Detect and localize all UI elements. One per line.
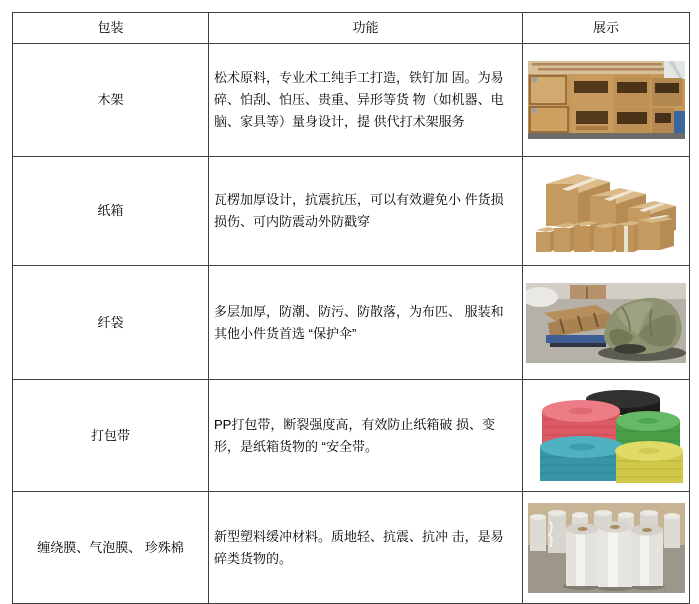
function-text: 松术原料，专业术工纯手工打造，铁钉加 固。为易碎、怕刮、怕压、贵重、异形等货 物（如机器、电脑、家具等）量身设计，提 供代打术架服务 — [209, 44, 523, 157]
table-row-wooden-frame — [13, 44, 690, 157]
package-name: 打包带 — [13, 380, 209, 492]
function-text: 多层加厚，防潮、防污、防散落，为布匹、 服装和其他小件货首选 “保护伞” — [209, 266, 523, 380]
packing-info-document — [12, 12, 690, 604]
package-name: 缠绕膜、气泡膜、 珍殊棉 — [13, 492, 209, 604]
table-row-wrap-film — [13, 492, 690, 604]
table-header-row — [13, 13, 690, 44]
function-text: PP打包带，断裂强度高，有效防止纸箱破 损、变形，是纸箱货物的 “安全带。 — [209, 380, 523, 492]
function-text: 新型塑料缓冲材料。质地轻、抗震、抗冲 击，是易碎类货物的。 — [209, 492, 523, 604]
table-row-carton — [13, 157, 690, 266]
header-display: 展示 — [523, 13, 690, 44]
display-cell — [523, 380, 690, 492]
display-cell — [523, 492, 690, 604]
cartons-photo — [528, 166, 685, 256]
table-row-fiber-bag — [13, 266, 690, 380]
header-package: 包装 — [13, 13, 209, 44]
display-cell — [523, 157, 690, 266]
wooden-crates-photo — [528, 61, 685, 139]
header-function: 功能 — [209, 13, 523, 44]
fiber-bags-photo — [526, 283, 686, 363]
display-cell — [523, 44, 690, 157]
package-name: 纸箱 — [13, 157, 209, 266]
display-cell — [523, 266, 690, 380]
packing-table — [12, 12, 690, 604]
strap-rolls-photo — [528, 389, 685, 483]
film-rolls-photo — [528, 503, 685, 593]
package-name: 纤袋 — [13, 266, 209, 380]
function-text: 瓦楞加厚设计，抗震抗压，可以有效避免小 件货损损伤、可内防震动外防戳穿 — [209, 157, 523, 266]
table-row-packing-strap — [13, 380, 690, 492]
package-name: 木架 — [13, 44, 209, 157]
